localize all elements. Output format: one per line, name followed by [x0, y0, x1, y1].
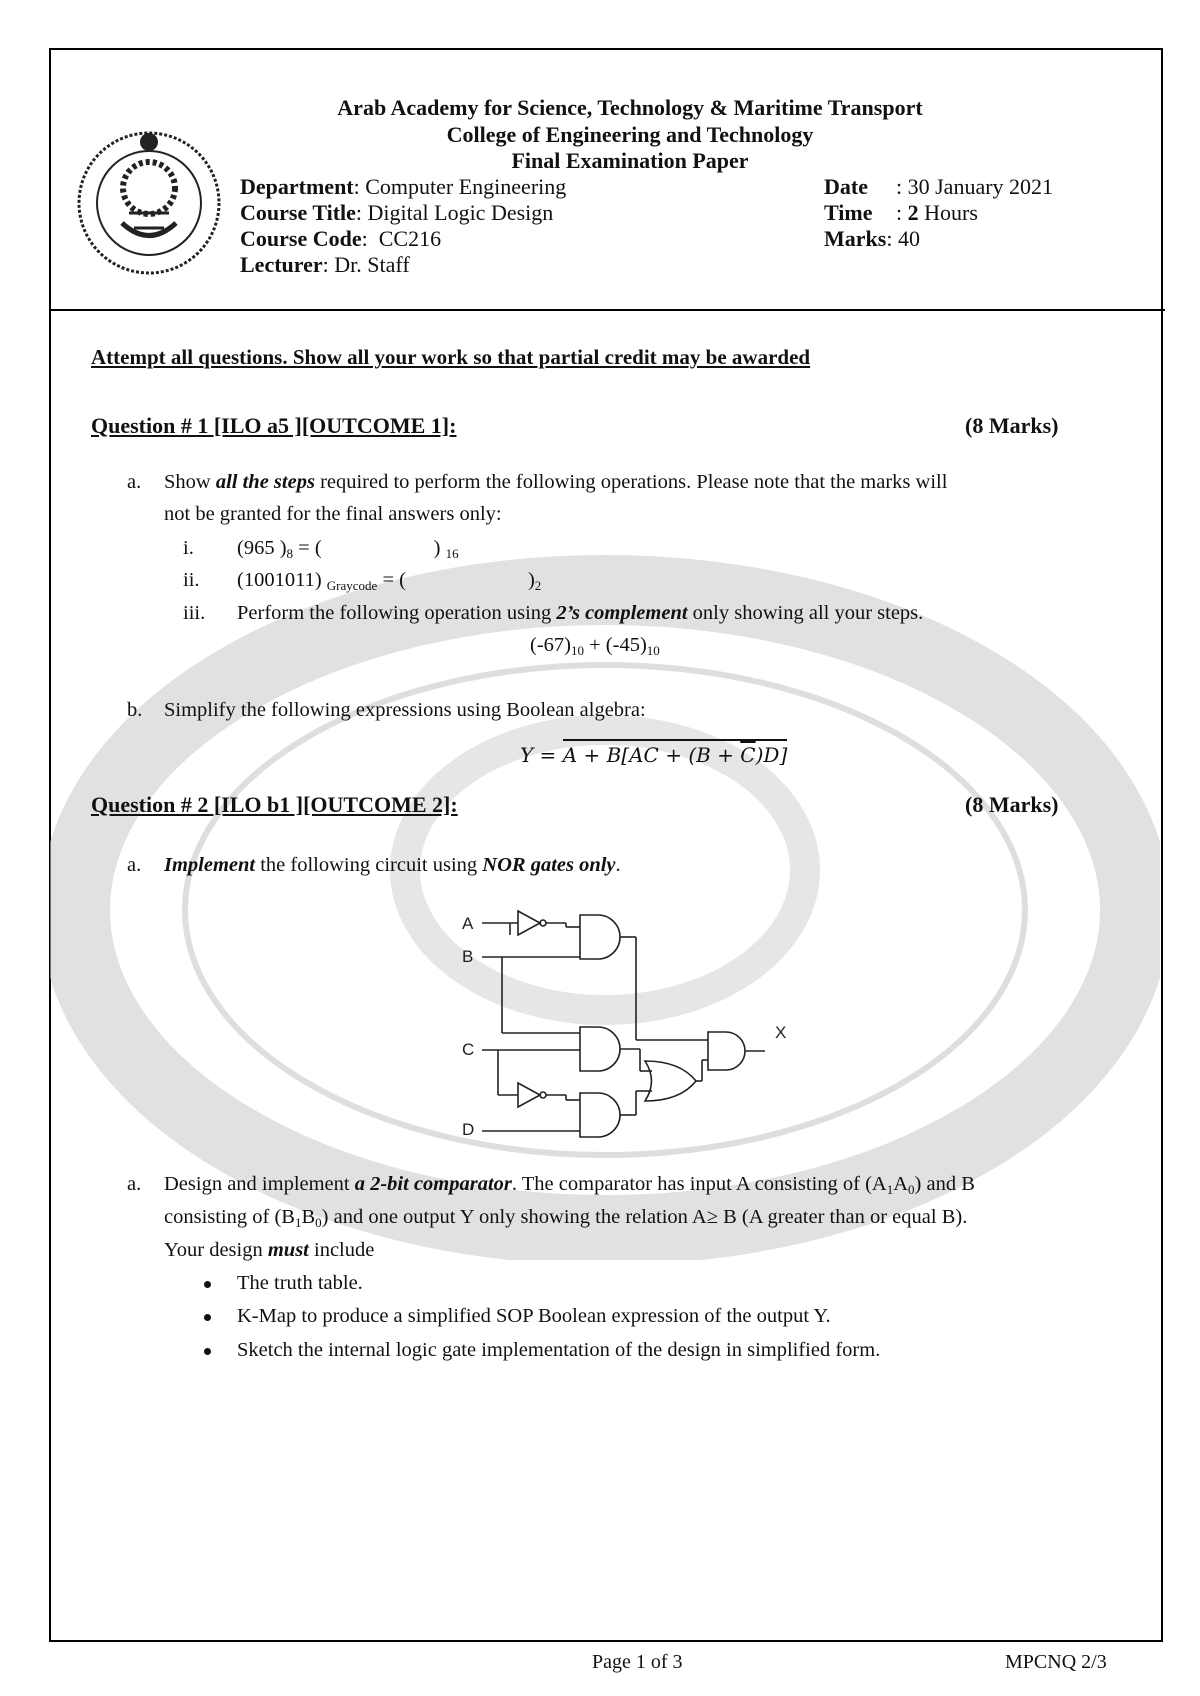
not-gate-c [518, 1083, 540, 1107]
q1ii-close: ) [527, 569, 535, 591]
header-divider [49, 309, 1165, 311]
course-title-label: Course Title [240, 200, 356, 225]
and-gate-3 [580, 1093, 620, 1137]
q2-title: Question # 2 [ILO b1 ][OUTCOME 2]: [91, 792, 458, 817]
q1ii-text [237, 569, 541, 594]
q1ii-num: (1001011) [237, 569, 327, 591]
marks-line [824, 226, 920, 252]
q2a-mid: the following circuit using [255, 854, 483, 876]
date-line [824, 174, 1053, 200]
q1-title: Question # 1 [ILO a5 ][OUTCOME 1]: [91, 413, 457, 438]
q2a2-sub-b1: 1 [294, 1215, 302, 1230]
bullet-truth-table [204, 1272, 363, 1295]
q2a-implement: Implement [164, 854, 256, 876]
q1a-text [164, 471, 947, 494]
department-value: : Computer Engineering [353, 174, 567, 199]
q2a2-post: . The comparator has input A consisting of (A [511, 1173, 887, 1195]
not-gate-a [518, 911, 540, 935]
logic-circuit-diagram [440, 895, 820, 1150]
paper-title: Final Examination Paper [511, 148, 749, 173]
q1ii-label: ii. [183, 569, 200, 591]
date-label: Date [824, 174, 868, 199]
q1a-line2: not be granted for the final answers only: [164, 503, 502, 525]
and-gate-final [708, 1032, 745, 1070]
marks-value: : 40 [886, 226, 920, 251]
time-value: 2 [907, 200, 919, 225]
bullet-text: K-Map to produce a simplified SOP Boolean expression of the output Y. [237, 1305, 831, 1327]
q2a2-l3-pre: Your design [164, 1239, 268, 1261]
course-code-value: : CC216 [361, 226, 442, 251]
q2a2-and-b: ) and B [914, 1173, 975, 1195]
date-value: : 30 January 2021 [896, 174, 1054, 199]
department-label: Department [240, 174, 354, 199]
eq-part2: )D] [755, 743, 788, 767]
q2a2-sub-b0: 0 [315, 1215, 322, 1230]
q1iii-operand1: (-67) [530, 634, 571, 656]
and-gate-1 [580, 915, 620, 959]
college-name: College of Engineering and Technology [446, 122, 814, 147]
q1a-post: required to perform the following operations. Please note that the marks will [314, 471, 948, 493]
institution-name: Arab Academy for Science, Technology & Maritime Transport [337, 95, 923, 120]
bullet-kmap [204, 1305, 831, 1328]
and-gate-2 [580, 1027, 620, 1071]
academy-logo [74, 128, 224, 278]
course-title-line [240, 200, 553, 226]
q2a2-pre: Design and implement [164, 1173, 355, 1195]
q1iii-base1: 10 [570, 643, 584, 658]
lecturer-label: Lecturer [240, 252, 323, 277]
output-x-label: X [775, 1023, 787, 1042]
department-line [240, 174, 566, 200]
q2a2-line3 [164, 1239, 374, 1262]
bullet-dot [204, 1348, 211, 1355]
input-c-label: C [462, 1040, 475, 1059]
q1b-equation [520, 743, 787, 767]
q2a2-l2-post: ) and one output Y only showing the relation A≥ B (A greater than or equal B). [321, 1206, 968, 1228]
or-gate [645, 1061, 696, 1101]
page-number: Page 1 of 3 [592, 1651, 683, 1673]
time-line [824, 200, 978, 226]
q1iii-pre: Perform the following operation using [237, 602, 557, 624]
course-code-label: Course Code [240, 226, 362, 251]
q1b-label: b. [127, 699, 143, 721]
bullet-text: The truth table. [237, 1272, 363, 1294]
q2a-label: a. [127, 854, 142, 876]
q2a2-line1 [164, 1173, 975, 1198]
bullet-text: Sketch the internal logic gate implementation of the design in simplified form. [237, 1339, 881, 1361]
course-code-line [240, 226, 441, 252]
q1iii-text [237, 602, 923, 625]
q1iii-post: only showing all your steps. [687, 602, 924, 624]
lecturer-line [240, 252, 410, 278]
input-d-label: D [462, 1120, 475, 1139]
instructions: Attempt all questions. Show all your work so that partial credit may be awarded [91, 345, 811, 369]
q2a2-l2-pre: consisting of (B [164, 1206, 295, 1228]
q1iii-operand2: + (-45) [583, 634, 647, 656]
time-prefix: : [896, 200, 908, 225]
time-suffix: Hours [918, 200, 978, 225]
q2a2-must: must [267, 1239, 309, 1261]
q2a2-a: A [893, 1173, 909, 1195]
q2a2-b: B [301, 1206, 316, 1228]
q1iii-base2: 10 [646, 643, 660, 658]
q1-marks: (8 Marks) [965, 413, 1059, 438]
q2a2-sub-a1: 1 [886, 1182, 894, 1197]
q1iii-label: iii. [183, 602, 206, 624]
q2a-text [164, 854, 621, 877]
eq-lhs: Y = [520, 743, 563, 767]
q1i-close: ) [433, 537, 446, 559]
marks-label: Marks [824, 226, 887, 251]
bullet-dot [204, 1314, 211, 1321]
document-code: MPCNQ 2/3 [1005, 1651, 1107, 1673]
input-a-label: A [462, 914, 474, 933]
bullet-sketch [204, 1339, 880, 1362]
input-b-label: B [462, 947, 474, 966]
eq-part1: A + B[AC + (B + [562, 743, 741, 767]
time-label: Time [824, 200, 873, 225]
q2a-nor-only: NOR gates only [482, 854, 616, 876]
q2a2-emphasis: a 2-bit comparator [354, 1173, 512, 1195]
q2-marks: (8 Marks) [965, 792, 1059, 817]
q1ii-eq: = ( [377, 569, 406, 591]
q1a-emphasis: all the steps [215, 471, 315, 493]
q2a2-line2 [164, 1206, 967, 1231]
q2a2-label: a. [127, 1173, 142, 1195]
eq-c-bar: $\overline{C}$ [740, 743, 756, 767]
q1a-label: a. [127, 471, 142, 493]
q1a-pre: Show [164, 471, 216, 493]
q2a2-sub-a0: 0 [908, 1182, 915, 1197]
q1ii-base2: 2 [534, 578, 542, 593]
q1i-num: (965 ) [237, 537, 287, 559]
bullet-dot [204, 1281, 211, 1288]
q2a-end: . [615, 854, 621, 876]
q1i-eq: = ( [293, 537, 322, 559]
course-title-value: : Digital Logic Design [355, 200, 554, 225]
q1ii-graycode: Graycode [326, 578, 378, 593]
q1i-base16: 16 [445, 546, 459, 561]
q1i-text [237, 537, 459, 562]
q2a2-l3-post: include [308, 1239, 375, 1261]
q1i-label: i. [183, 537, 194, 559]
q1iii-expression [530, 634, 660, 659]
lecturer-value: : Dr. Staff [322, 252, 410, 277]
q1iii-emphasis: 2’s complement [556, 602, 688, 624]
q1b-text: Simplify the following expressions using Boolean algebra: [164, 699, 646, 721]
q1i-base8: 8 [286, 546, 294, 561]
